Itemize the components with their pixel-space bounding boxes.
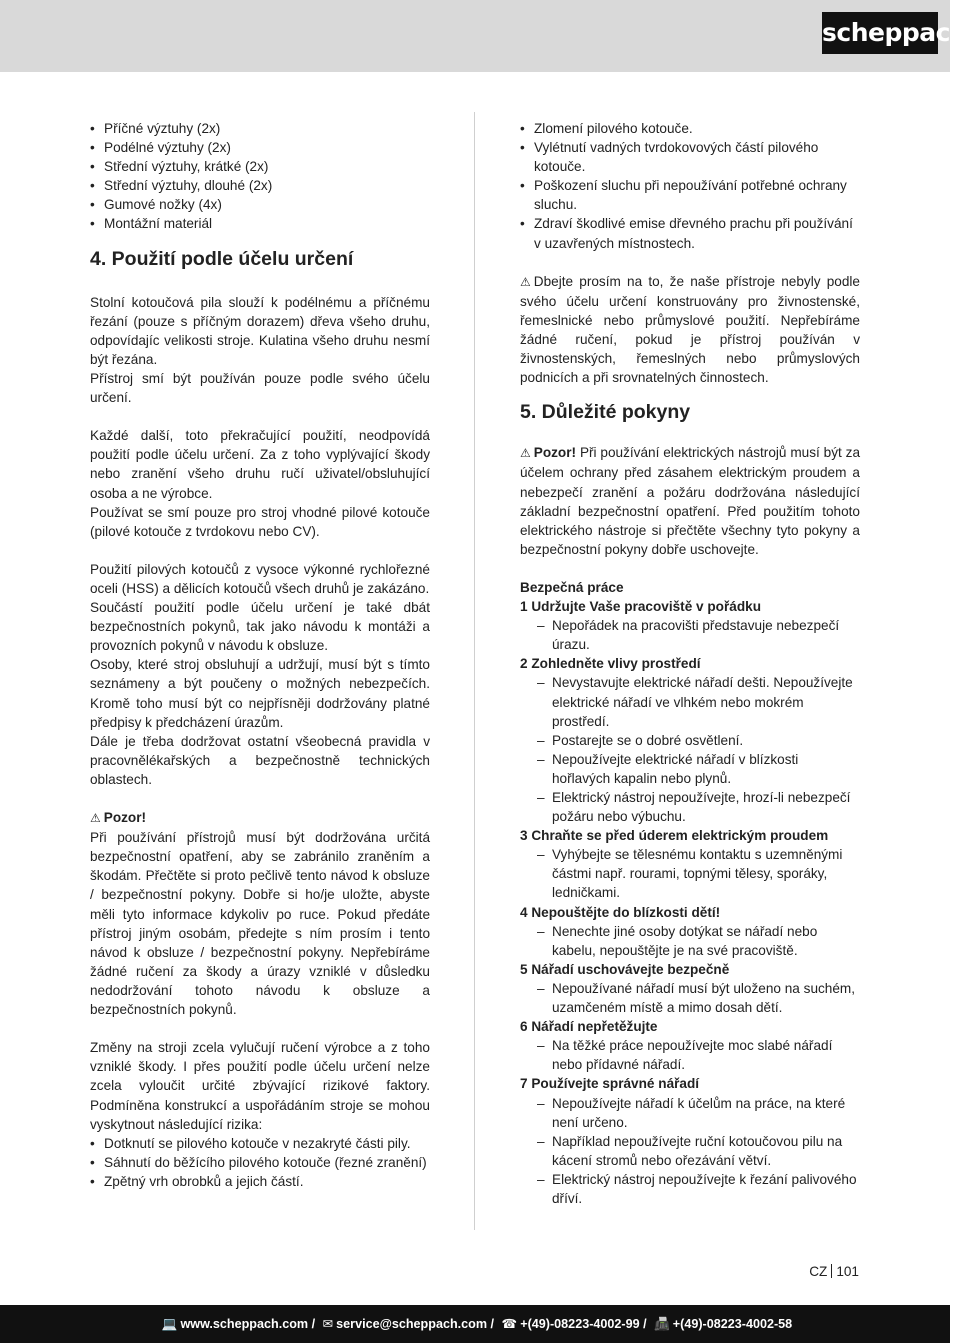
rule-1 xyxy=(520,597,860,654)
list-item: – Například nepoužívejte ruční kotoučovou pilu na kácení stromů nebo ořezávání větví. xyxy=(520,1132,860,1170)
pozor-heading xyxy=(90,808,430,828)
paragraph: Používat se smí pouze pro stroj vhodné pilové kotouče (pilové kotouče z tvrdokovu nebo CV). xyxy=(90,504,430,539)
pozor-label: Pozor! xyxy=(533,445,577,461)
column-divider xyxy=(474,112,475,1230)
paragraph: Každé další, toto překračující použití, neodpovídá použití podle účelu určení. Za z toho vyplývající škody nebo zranění všeho druhu ručí uživatel/obsluhující osoba a ne výrobce. xyxy=(90,428,430,501)
list-item: – Nenechte jiné osoby dotýkat se nářadí nebo kabelu, nepouštějte je na své pracoviště. xyxy=(520,922,860,960)
list-item: • Zpětný vrh obrobků a jejich částí. xyxy=(90,1172,430,1191)
page-number-value: 101 xyxy=(836,1264,859,1279)
list-item: • Podélné výztuhy (2x) xyxy=(90,138,430,157)
risk-list xyxy=(520,119,860,253)
safe-work-title: Bezpečná práce xyxy=(520,579,624,595)
computer-icon: 💻 xyxy=(161,1317,178,1331)
list-item: • Vylétnutí vadných tvrdokovových částí pilového kotouče. xyxy=(520,138,860,176)
list-item: • Střední výztuhy, dlouhé (2x) xyxy=(90,176,430,195)
footer-phone: +(49)-08223-4002-99 / xyxy=(520,1317,647,1331)
pozor-label: Pozor! xyxy=(103,810,147,826)
rule-title: 2 Zohledněte vlivy prostředí xyxy=(520,656,701,672)
mail-icon: ✉ xyxy=(322,1317,334,1331)
list-item: – Nepoužívejte elektrické nářadí v blízkosti hořlavých kapalin nebo plynů. xyxy=(520,750,860,788)
rule-7 xyxy=(520,1074,860,1208)
list-item: • Poškození sluchu při nepoužívání potřebné ochrany sluchu. xyxy=(520,176,860,214)
phone-icon: ☎ xyxy=(501,1317,518,1331)
left-column xyxy=(90,119,430,1191)
rule-2 xyxy=(520,654,860,826)
list-item: • Zlomení pilového kotouče. xyxy=(520,119,860,138)
list-item: • Gumové nožky (4x) xyxy=(90,195,430,214)
language-code: CZ xyxy=(809,1264,828,1279)
rule-title: 1 Udržujte Vaše pracoviště v pořádku xyxy=(520,599,762,615)
right-column xyxy=(520,119,860,1208)
list-item: • Dotknutí se pilového kotouče v nezakryté části pily. xyxy=(90,1134,430,1153)
paragraph: Při používání přístrojů musí být dodržována určitá bezpečnostní opatření, aby se zabránilo zraněním a škodám. Přečtěte si proto pečlivě tento návod k obsluze / bezpečnostní pokyny. Dobře si ho/je uložte, abyste měli tyto informace kdykoliv po ruce. Pokud předáte přístroj jiným osobám, předejte s ním prosím i tento návod k obsluze / bezpečnostní pokyny. Nepřebíráme žádné ručení za škody a úrazy vzniklé v důsledku nedodržování tohoto návodu k obsluze a bezpečnostních pokynů. xyxy=(90,830,430,1018)
fax-icon: 📠 xyxy=(654,1317,670,1331)
warning-icon: ⚠ xyxy=(520,274,531,289)
notice-paragraph: ⚠ Dbejte prosím na to, že naše přístroje nebyly podle svého účelu určení konstruovány pro živnostenské, řemeslnické nebo průmyslové použití. Nepřebíráme žádné ručení, pokud je přístroj používán v živnostenských, řemeslných nebo průmyslových podnicích a při srovnatelných činnostech. xyxy=(520,273,860,386)
list-item: – Na těžké práce nepoužívejte moc slabé nářadí nebo přídavné nářadí. xyxy=(520,1036,860,1074)
page-footer xyxy=(0,1305,950,1343)
list-item: – Elektrický nástroj nepoužívejte k řezání palivového dříví. xyxy=(520,1170,860,1208)
list-item: – Nepoužívané nářadí musí být uloženo na suchém, uzamčeném místě a mimo dosah dětí. xyxy=(520,979,860,1017)
section-4-title: 4. Použití podle účelu určení xyxy=(90,247,354,270)
list-item: – Nevystavujte elektrické nářadí dešti. Nepoužívejte elektrické nářadí ve vlhkém nebo mokrém prostředí. xyxy=(520,673,860,730)
rule-title: 3 Chraňte se před úderem elektrickým proudem xyxy=(520,828,829,844)
rule-title: 6 Nářadí nepřetěžujte xyxy=(520,1019,658,1035)
risk-list xyxy=(90,1134,430,1191)
page-header xyxy=(0,0,967,72)
warning-icon: ⚠ xyxy=(90,811,101,826)
footer-email[interactable]: service@scheppach.com / xyxy=(336,1317,495,1331)
list-item: – Nepořádek na pracovišti představuje nebezpečí úrazu. xyxy=(520,616,860,654)
paragraph: Přístroj smí být používán pouze podle svého účelu určení. xyxy=(90,370,430,406)
paragraph: Dále je třeba dodržovat ostatní všeobecná pravidla v pracovnělékařských a bezpečnostně technických oblastech. xyxy=(90,733,430,787)
rule-title: 7 Používejte správné nářadí xyxy=(520,1076,700,1092)
rule-title: 4 Nepouštějte do blízkosti dětí! xyxy=(520,904,721,920)
pozor-paragraph: ⚠ Pozor! Při používání elektrických nástrojů musí být za účelem ochrany před zásahem elektrickým proudem a nebezpečí zranění a požáru dodržována následující základní bezpečnostní opatření. Před použitím tohoto elektrického nástroje si přečtěte všechny tyto pokyny a bezpečnostní pokyny dobře uschovejte. xyxy=(520,445,861,557)
warning-icon: ⚠ xyxy=(520,446,531,461)
paragraph: Změny na stroji zcela vylučují ručení výrobce a z toho vzniklé škody. I přes použití podle účelu určení nelze zcela vyloučit určité zbývající rizikové faktory. Podmíněna konstrukcí a uspořádáním stroje se mohou vyskytnout následující rizika: xyxy=(90,1040,430,1132)
rule-4 xyxy=(520,903,860,960)
rule-6 xyxy=(520,1017,860,1074)
list-item: • Příčné výztuhy (2x) xyxy=(90,119,430,138)
list-item: – Vyhýbejte se tělesnému kontaktu s uzemněnými částmi např. rourami, topnými tělesy, sporáky, ledničkami. xyxy=(520,845,860,902)
page-number xyxy=(809,1264,859,1279)
scheppach-logo: scheppach xyxy=(822,12,938,54)
list-item: • Sáhnutí do běžícího pilového kotouče (řezné zranění) xyxy=(90,1153,430,1172)
section-5-title: 5. Důležité pokyny xyxy=(520,401,691,424)
rule-title: 5 Nářadí uschovávejte bezpečně xyxy=(520,961,730,977)
list-item: • Střední výztuhy, krátké (2x) xyxy=(90,157,430,176)
list-item: • Zdraví škodlivé emise dřevného prachu při používání v uzavřených místnostech. xyxy=(520,214,860,252)
rule-5 xyxy=(520,960,860,1017)
list-item: – Nepoužívejte nářadí k účelům na práce, na které není určeno. xyxy=(520,1094,860,1132)
rule-3 xyxy=(520,826,860,902)
parts-list xyxy=(90,119,430,234)
footer-fax: +(49)-08223-4002-58 xyxy=(672,1317,793,1331)
footer-website[interactable]: www.scheppach.com / xyxy=(180,1317,316,1331)
list-item: – Postarejte se o dobré osvětlení. xyxy=(520,731,860,750)
paragraph: Stolní kotoučová pila slouží k podélnému a příčnému řezání (pouze s příčným dorazem) dřeva všeho druhu, odpovídajíc velikosti stroje. Kulatina všeho druhu nesmí být řezána. xyxy=(90,294,430,367)
list-item: • Montážní materiál xyxy=(90,214,430,233)
paragraph: Součástí použití podle účelu určení je také dbát bezpečnostních pokynů, tak jako návodu k montáži a provozních pokynů v návodu k obsluze. xyxy=(90,600,430,654)
paragraph: Osoby, které stroj obsluhují a udržují, musí být s tímto seznámeny a být poučeny o možných nebezpečích. Kromě toho musí být co nejpřísněji dodržovány platné předpisy k předcházení úrazům. xyxy=(90,657,430,730)
list-item: – Elektrický nástroj nepoužívejte, hrozí-li nebezpečí požáru nebo výbuchu. xyxy=(520,788,860,826)
paragraph: Použití pilových kotoučů z vysoce výkonné rychlořezné oceli (HSS) a dělicích kotoučů všech druhů je zakázáno. xyxy=(90,561,430,596)
